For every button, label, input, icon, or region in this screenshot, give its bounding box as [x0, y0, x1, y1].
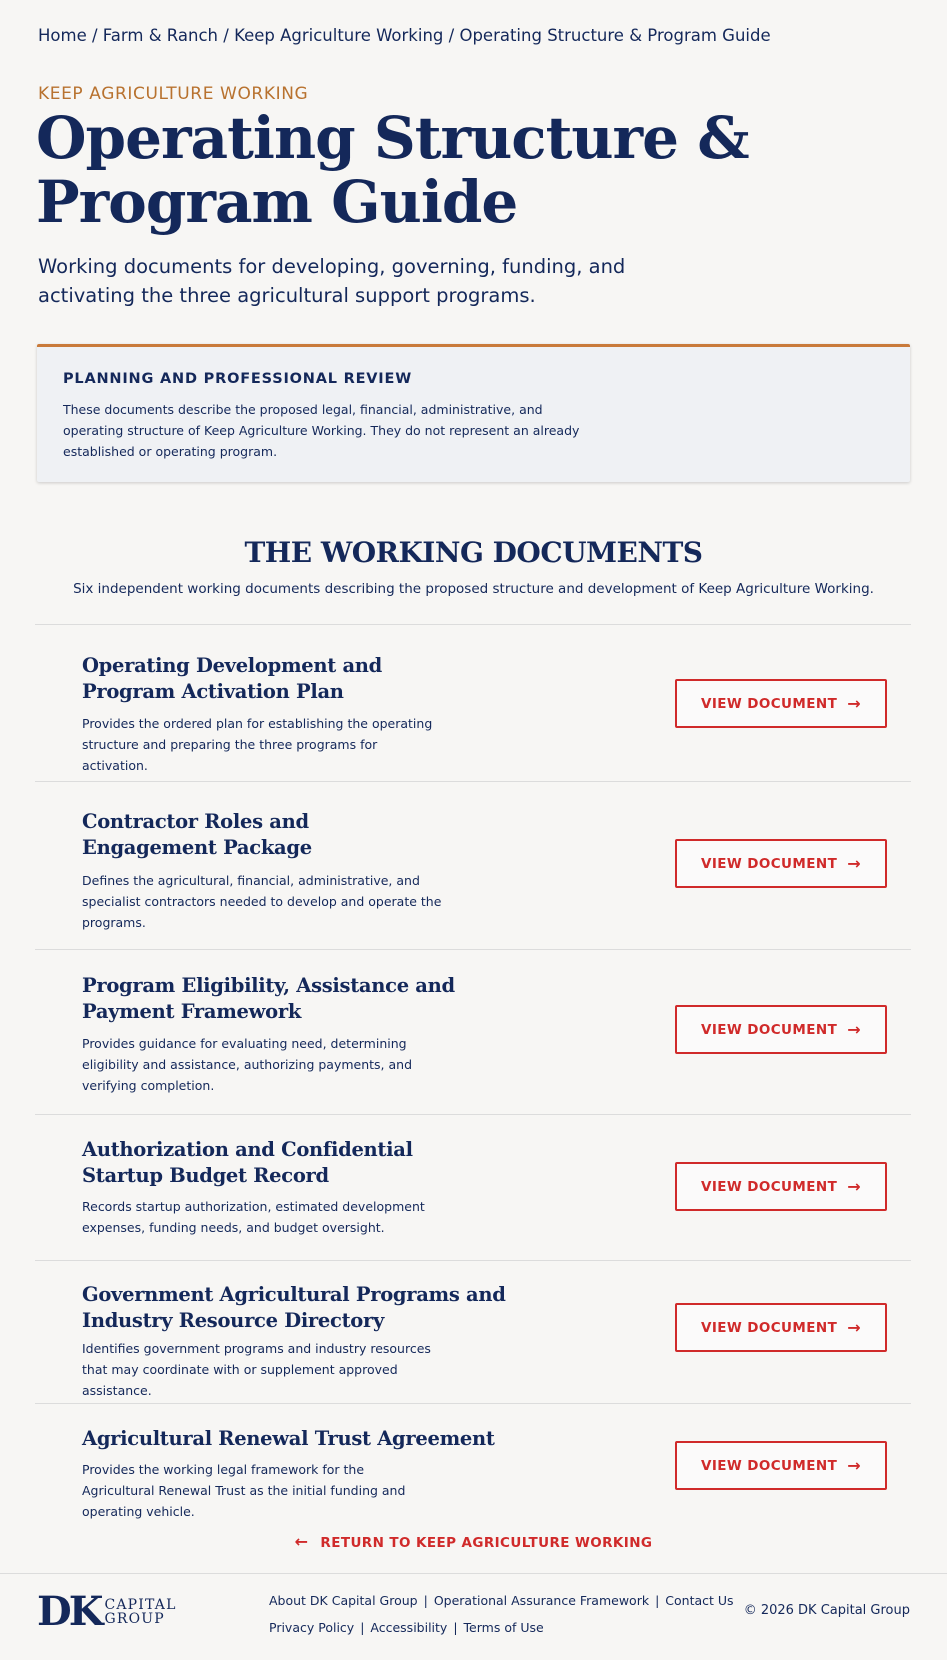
footer-link-separator: | [655, 1593, 660, 1608]
section-divider [35, 624, 911, 625]
view-document-button[interactable] [675, 1162, 887, 1211]
document-title [82, 1282, 542, 1334]
footer-link-accessibility[interactable]: Accessibility [370, 1620, 448, 1635]
document-title-line1: Contractor Roles and [82, 810, 309, 833]
document-title [82, 973, 502, 1025]
document-title [82, 1137, 502, 1189]
footer-link-separator: | [360, 1620, 365, 1635]
arrow-left-icon: ← [294, 1532, 309, 1551]
arrow-right-icon: → [847, 1176, 861, 1196]
row-divider [35, 781, 911, 782]
return-link[interactable] [0, 1534, 947, 1551]
view-document-button[interactable] [675, 679, 887, 728]
document-title-line2: Payment Framework [82, 1000, 302, 1023]
footer-link-operational-assurance[interactable]: Operational Assurance Framework [433, 1593, 650, 1608]
footer-link-privacy[interactable]: Privacy Policy [269, 1620, 355, 1635]
return-link-label: RETURN TO KEEP AGRICULTURE WORKING [320, 1535, 653, 1551]
page-title-line2: Program Guide [36, 168, 518, 236]
document-description: Identifies government programs and industry resources that may coordinate with or supplement approved assistance. [82, 1341, 431, 1398]
row-divider [35, 1114, 911, 1115]
breadcrumb-separator: / [91, 26, 98, 45]
breadcrumb-home[interactable]: Home [38, 26, 87, 45]
breadcrumb [38, 26, 771, 45]
footer-divider [0, 1573, 947, 1574]
logo-line2: GROUP [104, 1611, 165, 1627]
document-description: Provides the ordered plan for establishing the operating structure and preparing the three programs for activation. [82, 716, 433, 773]
section-subtitle: Six independent working documents describing the proposed structure and development of Keep Agriculture Working. [73, 581, 874, 597]
document-title-line1: Program Eligibility, Assistance and [82, 974, 455, 997]
document-description: Provides the working legal framework for the Agricultural Renewal Trust as the initial funding and operating vehicle. [82, 1462, 406, 1519]
document-title-line1: Authorization and Confidential [82, 1138, 413, 1161]
document-title-line2: Startup Budget Record [82, 1164, 329, 1187]
view-document-label: VIEW DOCUMENT [700, 1021, 838, 1038]
footer-link-separator: | [423, 1593, 428, 1608]
footer-link-about[interactable]: About DK Capital Group [269, 1593, 418, 1608]
breadcrumb-current-page: Operating Structure & Program Guide [459, 26, 771, 45]
arrow-right-icon: → [847, 1455, 861, 1475]
page-eyebrow: KEEP AGRICULTURE WORKING [38, 84, 309, 104]
arrow-right-icon: → [847, 1317, 861, 1337]
section-title: THE WORKING DOCUMENTS [244, 536, 703, 569]
dk-capital-group-logo[interactable] [37, 1588, 177, 1635]
row-divider [35, 949, 911, 950]
copyright: © 2026 DK Capital Group [743, 1603, 910, 1618]
document-title-line2: Industry Resource Directory [82, 1309, 384, 1332]
breadcrumb-farm-ranch[interactable]: Farm & Ranch [102, 26, 219, 45]
document-title-line1: Operating Development and [82, 654, 383, 677]
breadcrumb-separator: / [448, 26, 455, 45]
planning-review-notice [37, 344, 910, 482]
breadcrumb-separator: / [223, 26, 229, 45]
view-document-label: VIEW DOCUMENT [700, 855, 838, 872]
arrow-right-icon: → [847, 693, 861, 713]
view-document-label: VIEW DOCUMENT [700, 1178, 838, 1195]
footer-links-row1 [269, 1593, 734, 1608]
page-subtitle: Working documents for developing, governing, funding, and activating the three agricultural support programs. [38, 255, 626, 307]
view-document-label: VIEW DOCUMENT [700, 695, 838, 712]
row-divider [35, 1260, 911, 1261]
document-title [82, 1426, 542, 1452]
document-title [82, 809, 502, 861]
notice-text: These documents describe the proposed legal, financial, administrative, and operating structure of Keep Agriculture Working. They do not represent an already established or operating program. [63, 402, 580, 459]
page-title [36, 106, 749, 234]
document-title [82, 653, 502, 705]
document-description: Records startup authorization, estimated development expenses, funding needs, and budget oversight. [82, 1199, 425, 1235]
logo-mark: DK [37, 1588, 101, 1635]
footer-link-terms[interactable]: Terms of Use [463, 1620, 544, 1635]
view-document-button[interactable] [675, 1441, 887, 1490]
footer-links-row2 [269, 1620, 544, 1635]
view-document-button[interactable] [675, 839, 887, 888]
footer-link-contact[interactable]: Contact Us [665, 1593, 734, 1608]
page-title-line1: Operating Structure & [36, 104, 749, 172]
view-document-label: VIEW DOCUMENT [700, 1319, 838, 1336]
logo-line1: CAPITAL [104, 1597, 177, 1613]
document-title-line2: Program Activation Plan [82, 680, 344, 703]
notice-title: PLANNING AND PROFESSIONAL REVIEW [63, 371, 412, 387]
footer-link-separator: | [453, 1620, 458, 1635]
view-document-button[interactable] [675, 1303, 887, 1352]
logo-wordmark [104, 1598, 176, 1626]
view-document-label: VIEW DOCUMENT [700, 1457, 838, 1474]
document-title-line1: Agricultural Renewal Trust Agreement [82, 1427, 495, 1450]
arrow-right-icon: → [847, 853, 861, 873]
breadcrumb-keep-agriculture-working[interactable]: Keep Agriculture Working [234, 26, 444, 45]
document-title-line2: Engagement Package [82, 836, 312, 859]
view-document-button[interactable] [675, 1005, 887, 1054]
row-divider [35, 1403, 911, 1404]
document-description: Provides guidance for evaluating need, determining eligibility and assistance, authorizing payments, and verifying completion. [82, 1036, 413, 1093]
arrow-right-icon: → [847, 1019, 861, 1039]
document-title-line1: Government Agricultural Programs and [82, 1283, 506, 1306]
document-description: Defines the agricultural, financial, administrative, and specialist contractors needed to develop and operate the programs. [82, 873, 442, 930]
